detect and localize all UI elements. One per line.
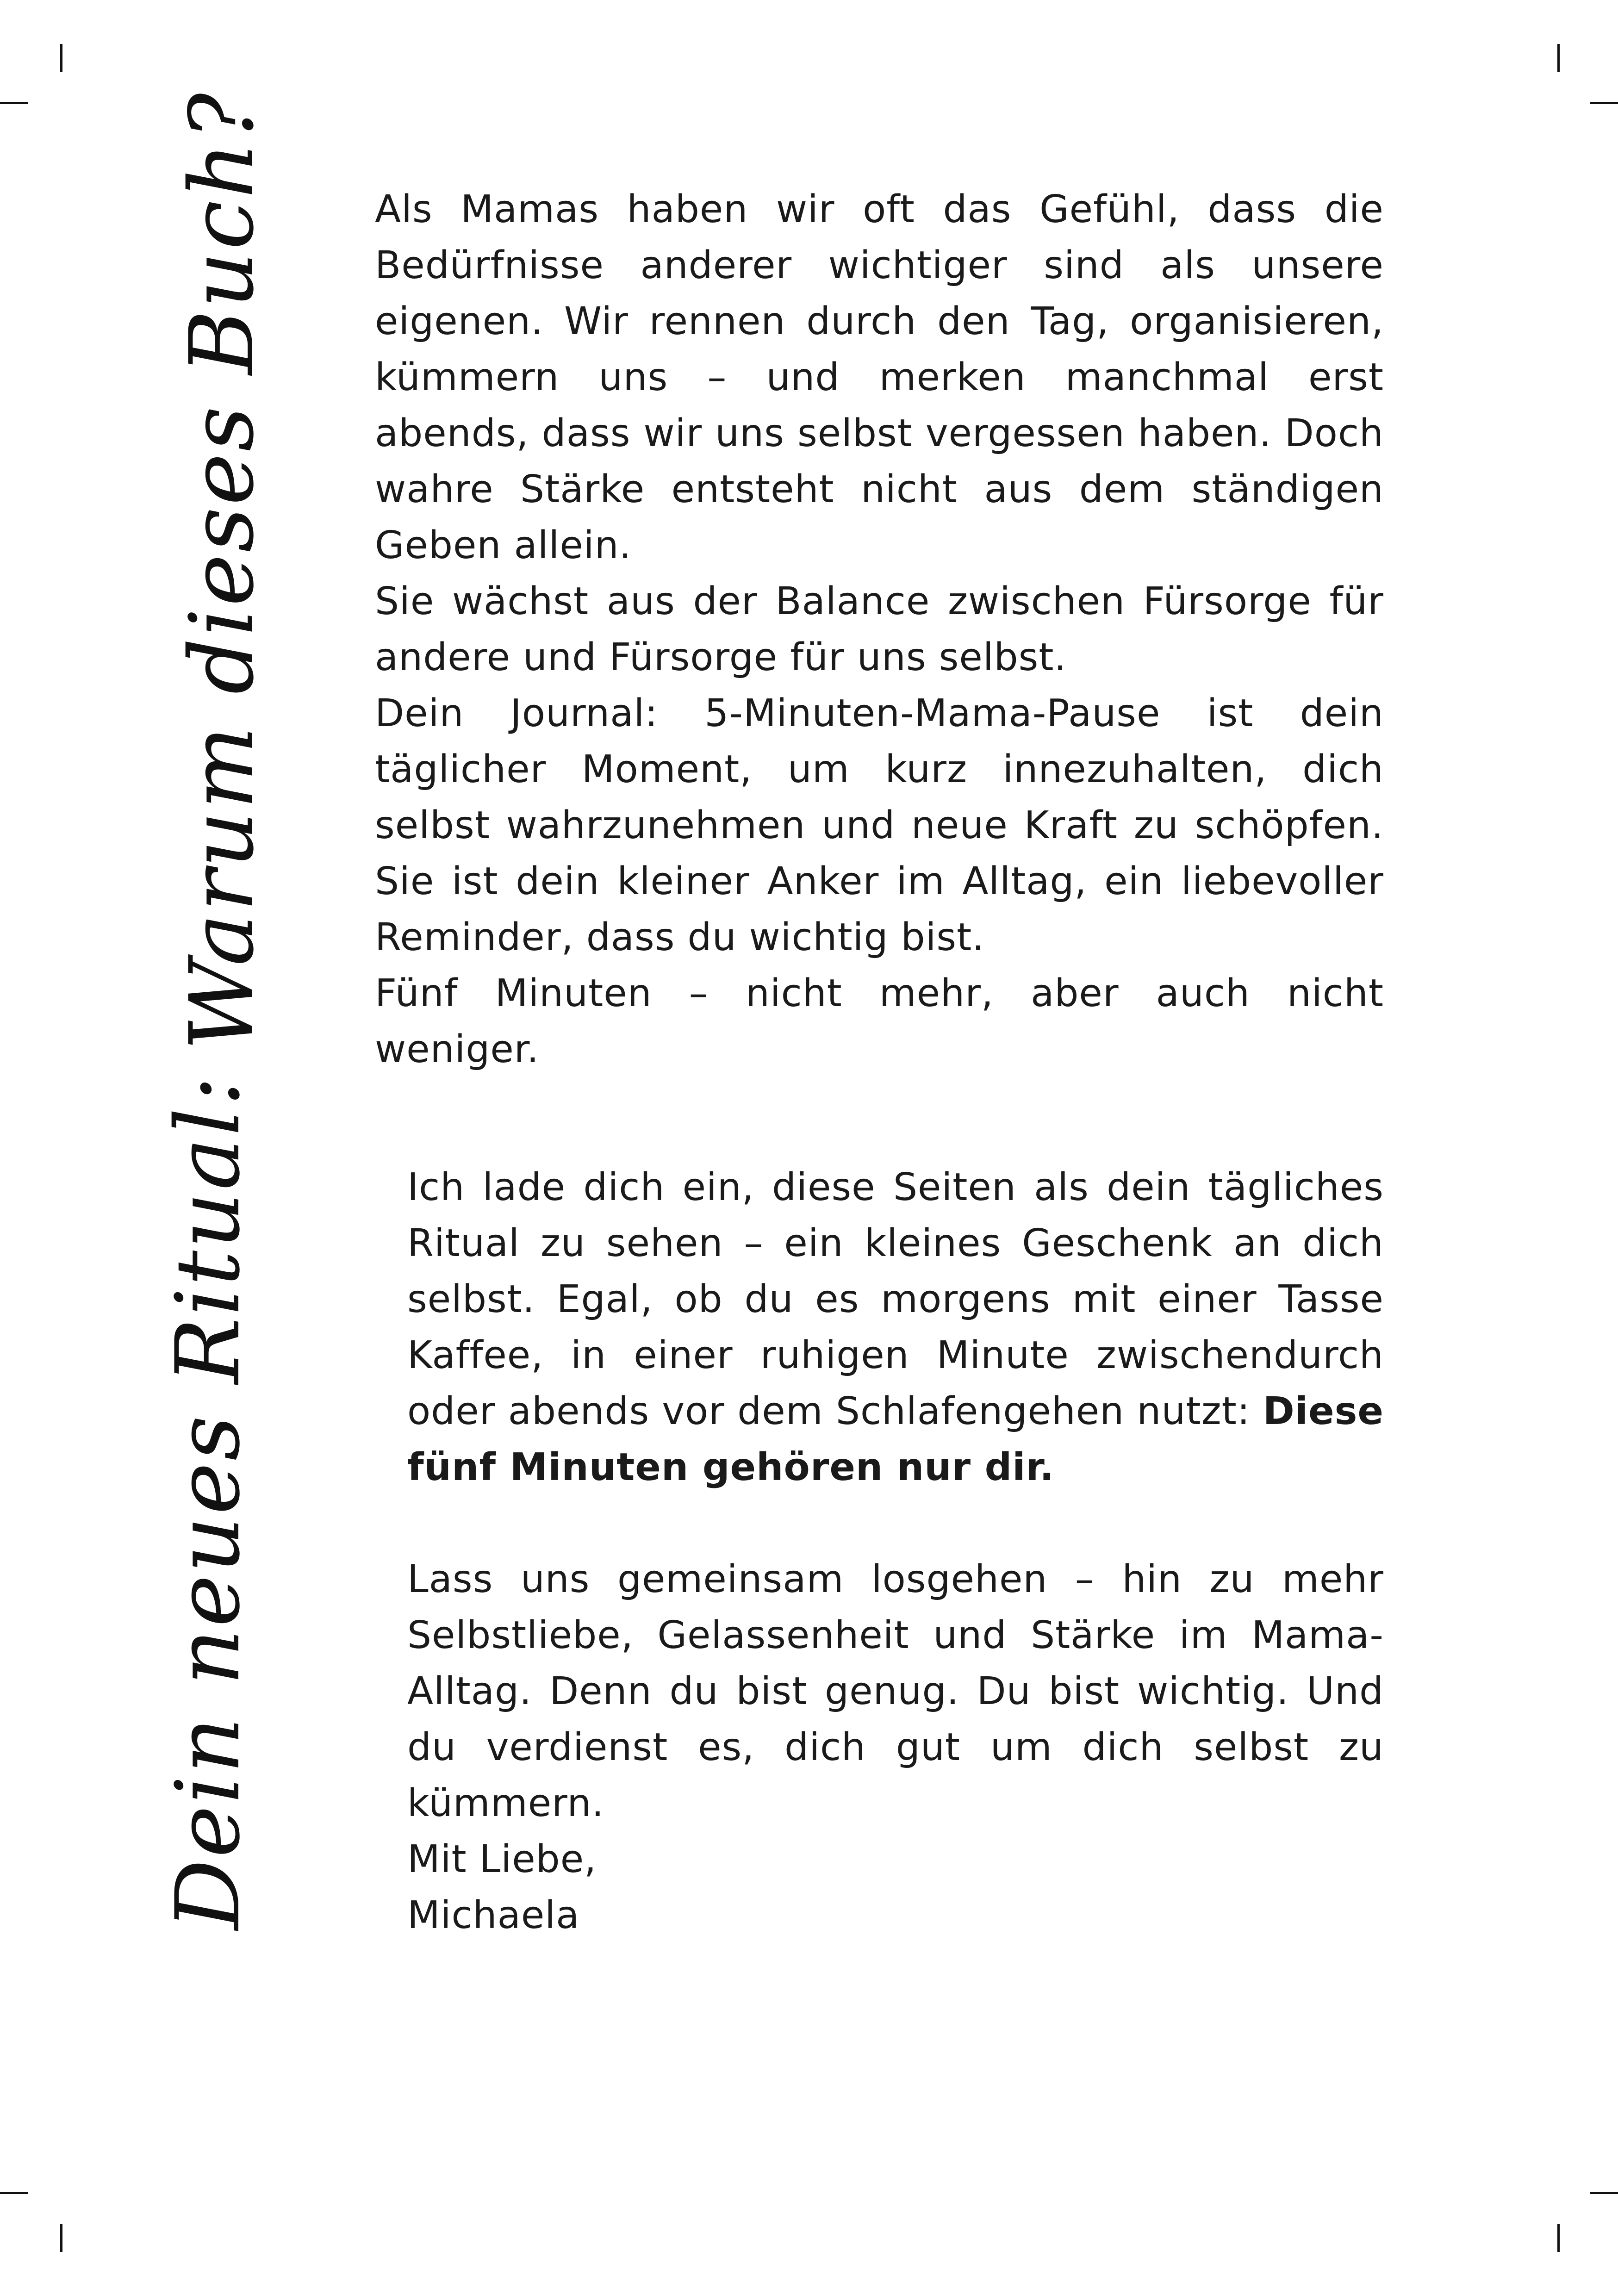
invitation-text: Ich lade dich ein, diese Seiten als dein tägliches Ritual zu sehen – ein kleines Geschenk an dich selbst. Egal, ob du es morgens mit einer Tasse Kaffee, in einer ruhigen Minute zwischendurch oder abends vor dem Schlafengehen nutzt: [407, 1165, 1384, 1433]
crop-mark-bottom-right-horizontal [1590, 2192, 1618, 2194]
crop-mark-top-left-vertical [60, 44, 62, 72]
crop-mark-top-right-vertical [1557, 44, 1560, 72]
section-new-ritual [407, 1159, 1384, 1943]
signature: Michaela [407, 1893, 580, 1937]
section-why-this-book [375, 181, 1384, 1077]
closing-line: Mit Liebe, [407, 1837, 597, 1881]
paragraph-intro: Als Mamas haben wir oft das Gefühl, dass die Bedürfnisse anderer wichtiger sind als unsere eigenen. Wir rennen durch den Tag, organisieren, kümmern uns – und merken manchmal erst abends, dass wir uns selbst vergessen haben. Doch wahre Stärke entsteht nicht aus dem ständigen Geben allein. [375, 187, 1384, 567]
paragraph-encouragement: Lass uns gemeinsam losgehen – hin zu mehr Selbstliebe, Gelassenheit und Stärke im Mama-Alltag. Denn du bist genug. Du bist wichtig. Und du verdienst es, dich gut um dich selbst zu kümmern. [407, 1557, 1384, 1825]
crop-mark-bottom-left-vertical [60, 2224, 62, 2252]
paragraph-spacer [407, 1495, 1384, 1551]
invitation-bold-text: Diese fünf Minuten gehören nur dir. [407, 1389, 1384, 1489]
crop-mark-bottom-right-vertical [1557, 2224, 1560, 2252]
crop-mark-bottom-left-horizontal [0, 2192, 28, 2194]
heading-warum-dieses-buch: Warum dieses Buch? [171, 91, 273, 1051]
heading-dein-neues-ritual: Dein neues Ritual: [157, 1074, 259, 1930]
crop-mark-top-left-horizontal [0, 102, 28, 104]
paragraph-invitation [407, 1159, 1384, 1495]
crop-mark-top-right-horizontal [1590, 102, 1618, 104]
paragraph-journal: Dein Journal: 5-Minuten-Mama-Pause ist dein täglicher Moment, um kurz innezuhalten, dich selbst wahrzunehmen und neue Kraft zu schöpfen. Sie ist dein kleiner Anker im Alltag, ein liebevoller Reminder, dass du wichtig bist. [375, 691, 1384, 959]
paragraph-balance: Sie wächst aus der Balance zwischen Fürsorge für andere und Fürsorge für uns selbst. [375, 579, 1384, 679]
paragraph-five-minutes: Fünf Minuten – nicht mehr, aber auch nicht weniger. [375, 971, 1384, 1071]
